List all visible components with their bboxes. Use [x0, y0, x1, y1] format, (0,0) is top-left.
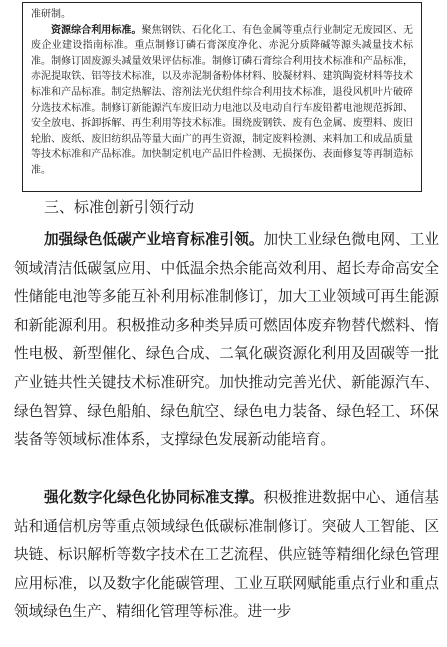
digital-green-heading: 强化数字化绿色化协同标准支撑。	[44, 489, 264, 506]
green-industry-heading: 加强绿色低碳产业培育标准引领。	[44, 231, 264, 248]
resource-utilization-paragraph	[31, 23, 413, 179]
green-industry-text: 加快工业绿色微电网、工业领域清洁低碳氢应用、中低温余热余能高效利用、超长寿命高安全性储能电池等多能互补利用标准制修订，加大工业领域可再生能源和新能源利用。积极推动多种类异质可燃固体废弃物替代燃料、惰性电极、新型催化、绿色合成、二氧化碳资源化利用及固碳等一批产业链共性关键技术标准研究。加快推动完善光伏、新能源汽车、绿色智算、绿色船舶、绿色航空、绿色电力装备、绿色轻工、环保装备等领域标准体系，支撑绿色发展新动能培育。	[14, 231, 439, 449]
box-first-line: 准研制。	[31, 9, 71, 20]
resource-utilization-text: 聚焦钢铁、石化化工、有色金属等重点行业制定无废园区、无废企业建设指南标准。重点制修订磷石膏深度净化、赤泥分质降碱等源头减量技术标准。制修订固废源头减量效果评估标准。制修订磷石膏综合利用技术标准和产品标准，赤泥提取铁、铝等技术标准，以及赤泥制备粉体材料、胶凝材料、建筑陶瓷材料等技术标准和产品标准。制定热解法、溶剂法光伏组件综合利用技术标准，退役风机叶片破碎分选技术标准。制修订新能源汽车废旧动力电池以及电动自行车废铅蓄电池规范拆卸、安全放电、拆卸拆解、再生利用等技术标准。围绕废钢铁、废有色金属、废塑料、废旧轮胎、废纸、废旧纺织品等量大面广的再生资源，制定废料检测、来料加工和成品质量等技术标准和产品标准。加快制定机电产品旧件检测、无损探伤、表面修复等再制造标准。	[31, 24, 414, 176]
green-industry-paragraph	[14, 226, 439, 455]
section-title: 三、标准创新引领行动	[44, 198, 195, 216]
resource-standards-box	[22, 2, 422, 192]
digital-green-paragraph	[14, 484, 439, 627]
resource-utilization-heading: 资源综合利用标准。	[51, 24, 142, 36]
digital-green-text: 积极推进数据中心、通信基站和通信机房等重点领域绿色低碳标准制修订。突破人工智能、区块链、标识解析等数字技术在工艺流程、供应链等精细化绿色管理应用标准，以及数字化能碳管理、工业互联网赋能重点行业和重点领域绿色生产、精细化管理等标准。进一步	[14, 489, 439, 621]
